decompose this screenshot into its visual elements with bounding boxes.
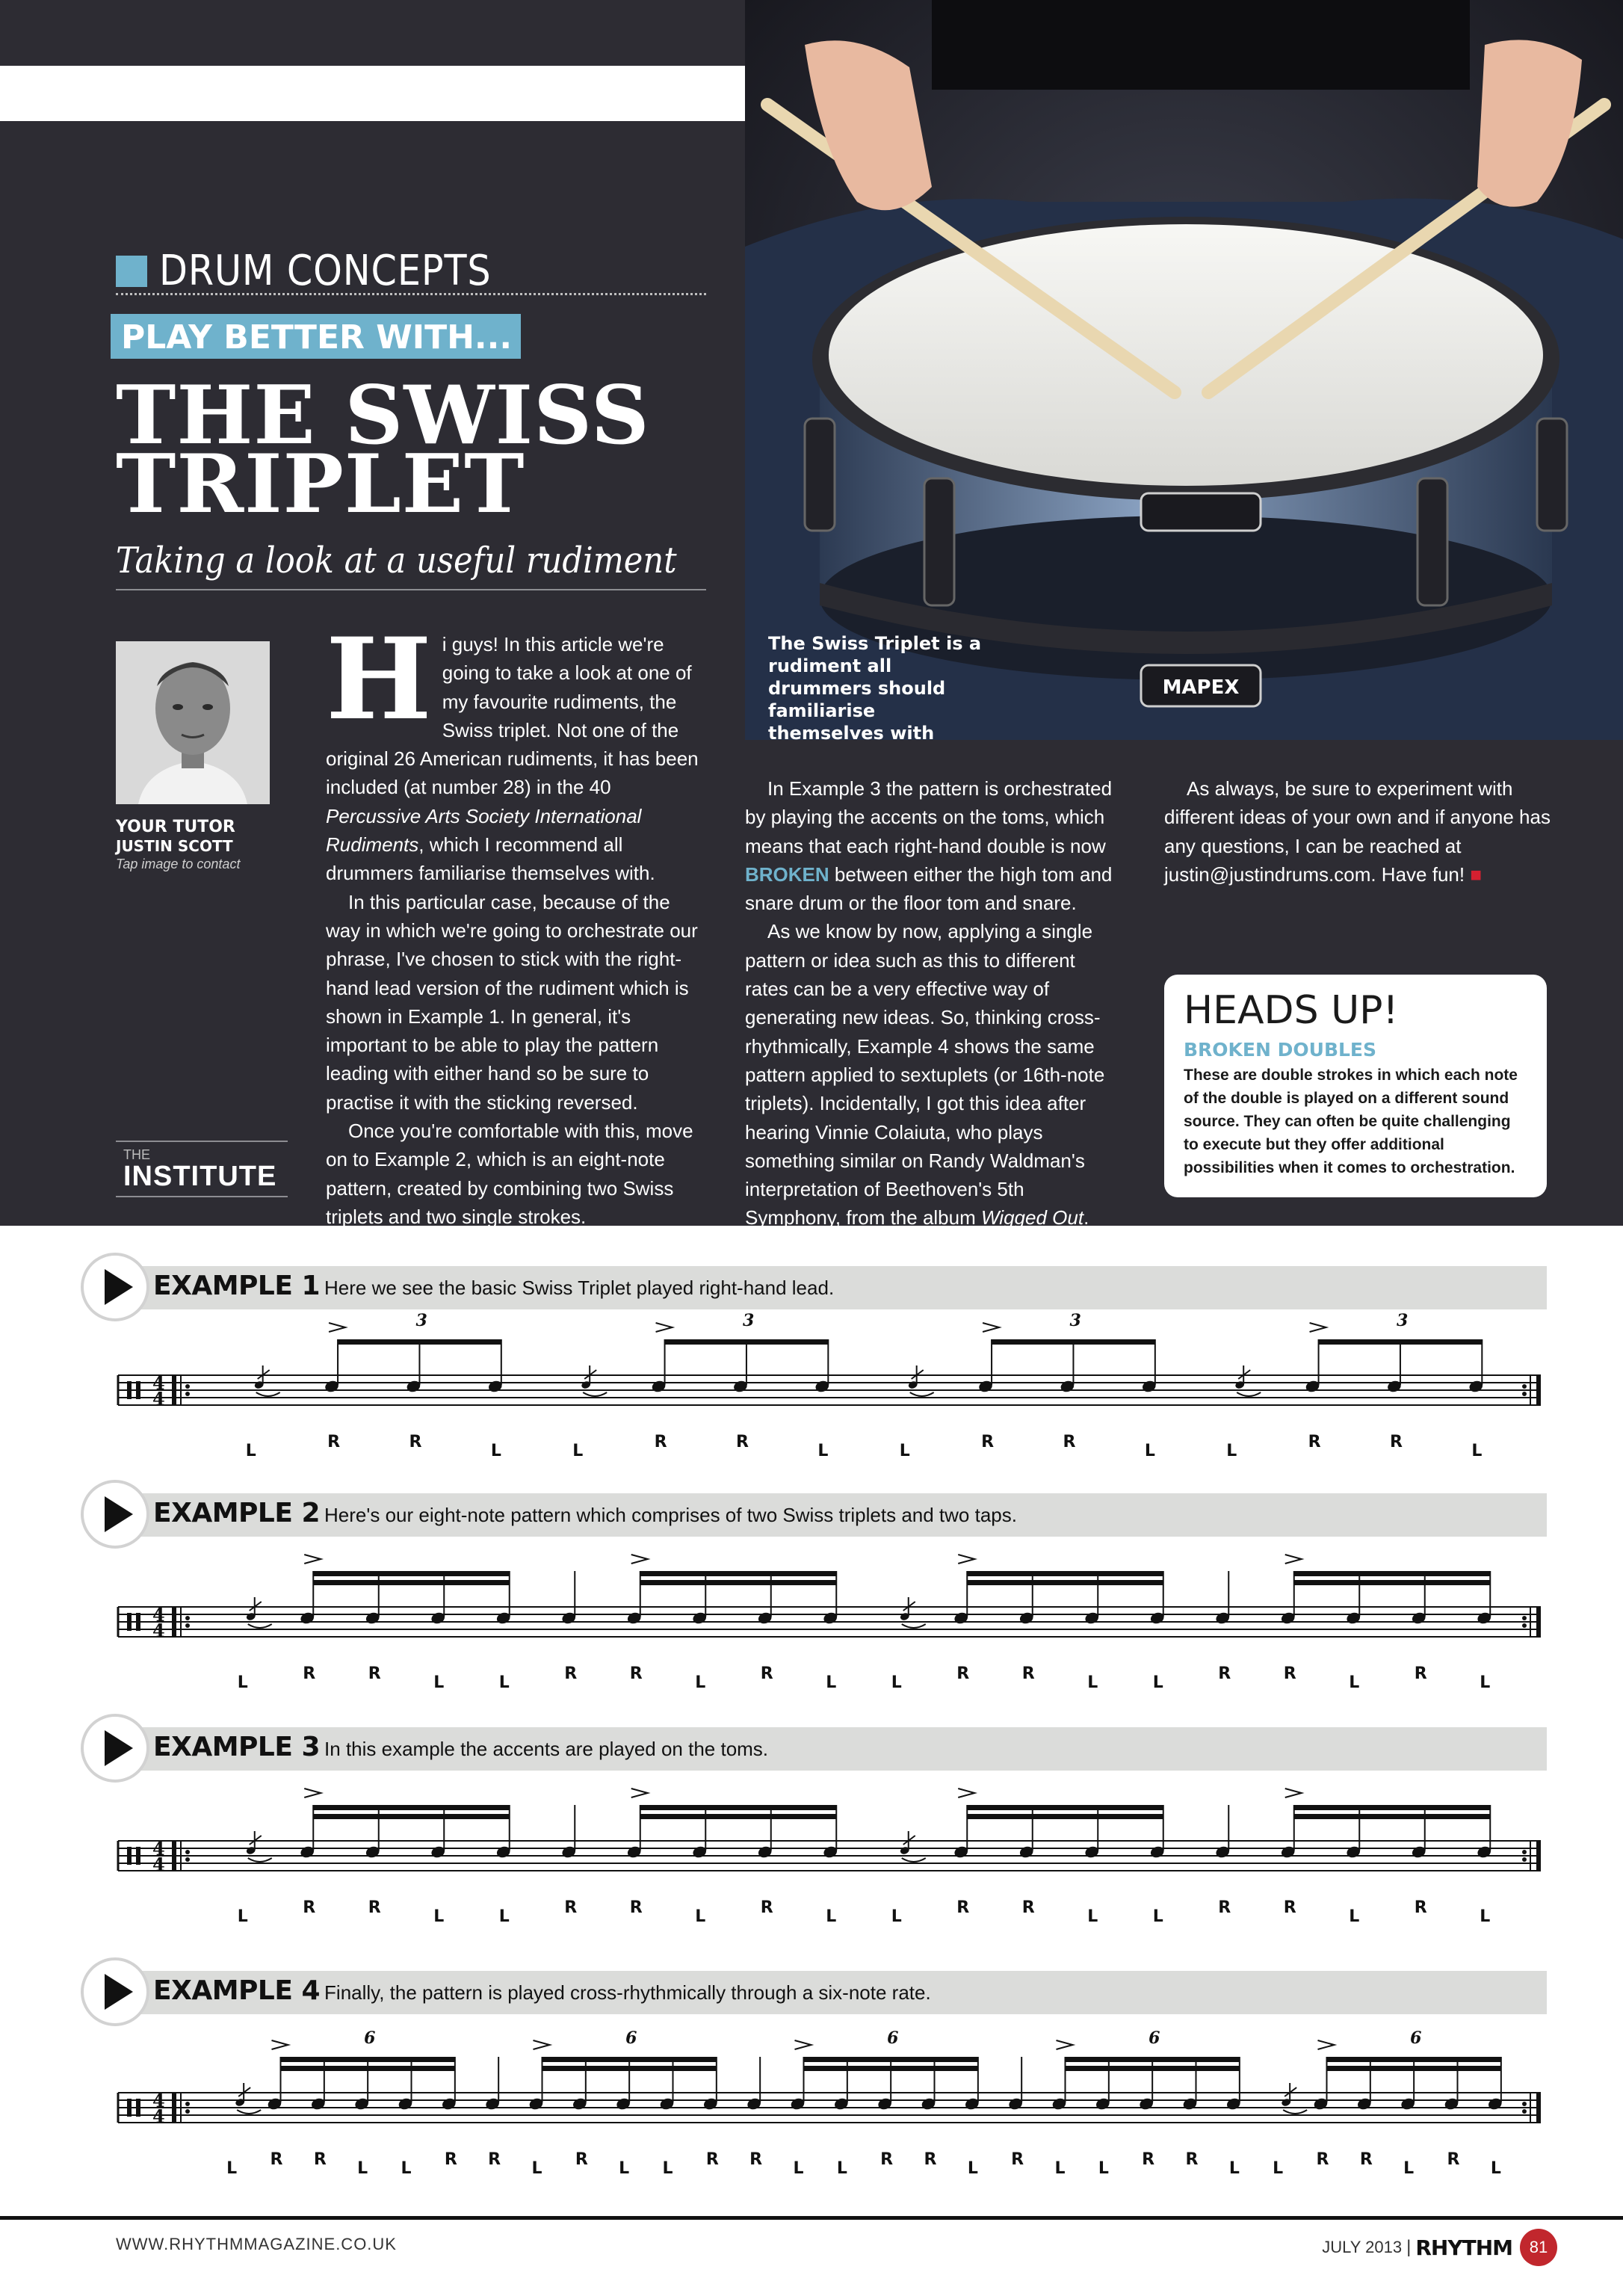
- accent-mark: [1318, 2040, 1335, 2049]
- sticking-label: R: [575, 2150, 588, 2169]
- repeat-dot: [1522, 1623, 1527, 1628]
- sticking-label: R: [1414, 1664, 1427, 1683]
- accent-mark: [329, 1323, 345, 1332]
- sticking-label: L: [1152, 1673, 1163, 1692]
- tuplet-number: 3: [415, 1311, 427, 1330]
- hero-photo[interactable]: [745, 0, 1623, 740]
- percussion-clef-icon: [136, 2099, 140, 2117]
- repeat-end-thick: [1536, 1607, 1541, 1637]
- dotted-divider: [116, 293, 706, 295]
- accent-mark: [631, 1789, 648, 1797]
- sticking-label: L: [1273, 2159, 1284, 2178]
- accent-mark: [958, 1789, 974, 1797]
- paragraph-3: Once you're comfortable with this, move on to Example 2, which is an eight-note pattern, created by combining two Swiss triplets and two single strokes.: [326, 1120, 693, 1228]
- tuplet-number: 6: [1410, 2028, 1422, 2048]
- sticking-label: R: [956, 1664, 970, 1683]
- photo-caption: The Swiss Triplet is a rudiment all drummers should familiarise themselves with: [768, 633, 982, 744]
- accent-mark: [304, 1789, 321, 1797]
- repeat-end-thick: [1536, 1841, 1541, 1871]
- tuplet-number: 6: [625, 2028, 637, 2048]
- accent-mark: [272, 2040, 288, 2049]
- sticking-label: R: [327, 1433, 341, 1451]
- repeat-start-thick: [172, 2093, 176, 2123]
- repeat-dot: [185, 1392, 190, 1396]
- slur: [237, 2110, 261, 2114]
- sticking-label: R: [880, 2150, 894, 2169]
- example-title: EXAMPLE 1: [153, 1271, 321, 1301]
- sticking-label: L: [1480, 1673, 1491, 1692]
- sticking-label: L: [1226, 1442, 1237, 1460]
- title-line-2: TRIPLET: [116, 437, 525, 531]
- play-icon: [105, 1974, 133, 2010]
- notation-staff: [112, 2010, 1554, 2178]
- sticking-label: R: [1447, 2150, 1460, 2169]
- heads-up-title: HEADS UP!: [1184, 988, 1399, 1033]
- percussion-clef-icon: [136, 1613, 140, 1631]
- beam: [281, 2066, 455, 2071]
- beam: [640, 1580, 837, 1585]
- beam: [1294, 1805, 1491, 1810]
- top-dark-band: [0, 0, 745, 66]
- beam: [967, 1814, 1163, 1819]
- sticking-label: L: [836, 2159, 847, 2178]
- sticking-label: R: [924, 2150, 937, 2169]
- pas-reference: Percussive Arts Society International Rudiments: [326, 804, 642, 857]
- tutor-name: JUSTIN SCOTT: [116, 837, 233, 855]
- sticking-label: L: [357, 2159, 368, 2178]
- beam: [804, 2066, 978, 2071]
- sticking-label: R: [705, 2150, 719, 2169]
- sticking-label: R: [1316, 2150, 1329, 2169]
- svg-text:MAPEX: MAPEX: [1162, 676, 1240, 699]
- sticking-label: R: [760, 1664, 773, 1683]
- sticking-label: L: [826, 1673, 837, 1692]
- paragraph-2: In this particular case, because of the way in which we're going to orchestrate our phrase, I've chosen to stick with the right-hand lead version of the rudiment which is shown in Example 1. In general, it's important to be able to play the pattern leading with either hand so be sure to practise it with the sticking reversed.: [326, 890, 698, 1114]
- accent-mark: [983, 1323, 999, 1332]
- beam: [804, 2057, 978, 2062]
- example-description: Here's our eight-note pattern which comprises of two Swiss triplets and two taps.: [324, 1504, 1017, 1526]
- beam: [1294, 1571, 1491, 1576]
- slur: [1283, 2110, 1307, 2114]
- beam: [313, 1814, 510, 1819]
- sticking-label: L: [619, 2159, 630, 2178]
- sticking-label: L: [237, 1907, 248, 1926]
- sticking-label: R: [1218, 1664, 1231, 1683]
- tutor-portrait-avatar: [116, 641, 270, 804]
- repeat-dot: [185, 1623, 190, 1628]
- institute-logo: [116, 1141, 288, 1197]
- sticking-label: R: [313, 2150, 327, 2169]
- sticking-label: R: [1283, 1898, 1296, 1917]
- example-title: EXAMPLE 2: [153, 1498, 321, 1528]
- footer-magazine: RHYTHM: [1415, 2235, 1512, 2260]
- beam: [338, 1339, 501, 1345]
- heads-up-body: These are double strokes in which each note of the double is played on a different sound source. They can often be quite challenging to execute but they offer additional possibilities when it comes to orchestration.: [1184, 1067, 1518, 1176]
- tutor-heading: YOUR TUTOR: [116, 818, 235, 836]
- sticking-label: R: [981, 1433, 995, 1451]
- beam: [640, 1805, 837, 1810]
- beam: [542, 2057, 717, 2062]
- time-signature-top: 4: [152, 1372, 165, 1394]
- institute-word: INSTITUTE: [123, 1161, 277, 1192]
- beam: [313, 1580, 510, 1585]
- sticking-label: R: [629, 1664, 643, 1683]
- sticking-label: R: [564, 1898, 578, 1917]
- beam: [1327, 2066, 1501, 2071]
- sticking-label: L: [1403, 2159, 1415, 2178]
- sticking-label: L: [401, 2159, 412, 2178]
- accent-mark: [1310, 1323, 1326, 1332]
- sticking-label: L: [1228, 2159, 1240, 2178]
- example-description: In this example the accents are played on the toms.: [324, 1738, 769, 1760]
- sticking-label: L: [1152, 1907, 1163, 1926]
- slur: [910, 1392, 934, 1396]
- sticking-label: R: [303, 1664, 316, 1683]
- sticking-label: L: [572, 1442, 584, 1460]
- sticking-label: L: [967, 2159, 978, 2178]
- repeat-start-thick: [172, 1375, 176, 1405]
- beam: [542, 2066, 717, 2071]
- beam: [1066, 2057, 1240, 2062]
- footer-divider: [0, 2216, 1623, 2220]
- page-title: [116, 368, 650, 531]
- repeat-end-thick: [1536, 1375, 1541, 1405]
- sticking-label: R: [629, 1898, 643, 1917]
- time-signature-bottom: 4: [152, 1388, 165, 1410]
- accent-mark: [631, 1555, 648, 1564]
- tutor-contact-hint: Tap image to contact: [116, 857, 241, 871]
- drop-cap: H: [326, 614, 432, 745]
- sticking-label: L: [1054, 2159, 1066, 2178]
- repeat-dot: [1522, 2102, 1527, 2106]
- sticking-label: R: [1389, 1433, 1403, 1451]
- sticking-label: L: [1087, 1673, 1098, 1692]
- tuplet-number: 3: [1396, 1311, 1409, 1330]
- title-line-1: THE SWISS: [116, 368, 650, 463]
- beam: [967, 1580, 1163, 1585]
- beam: [967, 1805, 1163, 1810]
- sticking-label: R: [444, 2150, 457, 2169]
- sticking-label: R: [1283, 1664, 1296, 1683]
- repeat-dot: [1522, 1616, 1527, 1620]
- sticking-label: R: [1414, 1898, 1427, 1917]
- end-mark-icon: ■: [1470, 862, 1483, 886]
- repeat-dot: [1522, 2109, 1527, 2114]
- repeat-dot: [185, 1616, 190, 1620]
- top-white-strip: [0, 66, 745, 121]
- sticking-label: R: [654, 1433, 667, 1451]
- section-name: DRUM CONCEPTS: [159, 247, 492, 295]
- beam: [313, 1571, 510, 1576]
- sticking-label: R: [368, 1664, 381, 1683]
- paragraph-1: i guys! In this article we're going to take a look at one of my favourite rudiments, the Swiss triplet. Not one of the original 26 American rudiments, it has been included (at number 28) in the 40 Percussive Arts Society International Rudiments, which I recommend all drummers familiarise themselves with.: [326, 633, 699, 885]
- beam: [640, 1571, 837, 1576]
- paragraph-6: As always, be sure to experiment with different ideas of your own and if anyone has any questions, I can be reached at justin@justindrums.com. Have fun! ■: [1164, 777, 1551, 886]
- beam: [313, 1805, 510, 1810]
- sticking-label: R: [735, 1433, 749, 1451]
- slur: [583, 1392, 607, 1396]
- sticking-label: R: [749, 2150, 763, 2169]
- repeat-start-thick: [172, 1607, 176, 1637]
- example-title: EXAMPLE 3: [153, 1732, 321, 1762]
- slur: [248, 1624, 272, 1628]
- sticking-label: L: [891, 1907, 902, 1926]
- sticking-label: R: [956, 1898, 970, 1917]
- section-label: [116, 247, 537, 295]
- sticking-label: L: [1087, 1907, 1098, 1926]
- sticking-label: R: [1218, 1898, 1231, 1917]
- heads-up-subtitle: BROKEN DOUBLES: [1184, 1039, 1377, 1061]
- accent-mark: [795, 2040, 812, 2049]
- sticking-label: R: [1021, 1664, 1035, 1683]
- section-square-icon: [116, 256, 147, 287]
- beam: [1294, 1814, 1491, 1819]
- beam: [1319, 1339, 1483, 1345]
- sticking-label: L: [1098, 2159, 1109, 2178]
- accent-mark: [1057, 2040, 1073, 2049]
- article-column-1: [326, 614, 707, 1231]
- sticking-label: L: [899, 1442, 910, 1460]
- beam: [1294, 1580, 1491, 1585]
- sticking-label: L: [662, 2159, 673, 2178]
- accent-mark: [534, 2040, 550, 2049]
- time-signature-top: 4: [152, 1838, 165, 1860]
- footer-url[interactable]: WWW.RHYTHMMAGAZINE.CO.UK: [116, 2235, 397, 2253]
- sticking-label: L: [498, 1907, 510, 1926]
- time-signature-bottom: 4: [152, 1854, 165, 1875]
- percussion-clef-icon: [136, 1847, 140, 1865]
- slur: [248, 1858, 272, 1862]
- sticking-label: R: [270, 2150, 283, 2169]
- time-signature-top: 4: [152, 2090, 165, 2111]
- kicker-label: PLAY BETTER WITH...: [111, 314, 521, 359]
- sticking-label: L: [1471, 1442, 1483, 1460]
- time-signature-top: 4: [152, 1604, 165, 1626]
- repeat-dot: [185, 2109, 190, 2114]
- snare-drum-illustration: [745, 0, 1623, 740]
- sticking-label: L: [498, 1673, 510, 1692]
- sticking-label: R: [1142, 2150, 1155, 2169]
- sticking-label: R: [1308, 1433, 1321, 1451]
- sticking-label: L: [531, 2159, 542, 2178]
- notation-staff: [112, 1293, 1554, 1460]
- album-title: Wigged Out: [981, 1206, 1084, 1229]
- beam: [1327, 2057, 1501, 2062]
- sticking-label: R: [1011, 2150, 1024, 2169]
- paragraph-4: In Example 3 the pattern is orchestrated by playing the accents on the toms, which means that each right-hand double is now BROKEN between either the high tom and snare drum or the floor tom and snare.: [745, 777, 1113, 915]
- notation-staff: [112, 1525, 1554, 1692]
- beam: [281, 2057, 455, 2062]
- accent-mark: [1285, 1789, 1302, 1797]
- tuplet-number: 3: [742, 1311, 755, 1330]
- tuplet-number: 3: [1069, 1311, 1081, 1330]
- repeat-dot: [185, 1384, 190, 1389]
- tuplet-number: 6: [364, 2028, 376, 2048]
- subtitle-divider: [116, 589, 706, 590]
- percussion-clef-icon: [127, 2099, 132, 2117]
- example-description: Finally, the pattern is played cross-rhythmically through a six-note rate.: [324, 1981, 931, 2004]
- time-signature-bottom: 4: [152, 1620, 165, 1641]
- page-number: 81: [1520, 2229, 1557, 2266]
- repeat-dot: [1522, 1392, 1527, 1396]
- sticking-label: L: [1480, 1907, 1491, 1926]
- beam: [665, 1339, 829, 1345]
- accent-mark: [958, 1555, 974, 1564]
- sticking-label: R: [1185, 2150, 1199, 2169]
- sticking-label: L: [490, 1442, 501, 1460]
- accent-mark: [656, 1323, 673, 1332]
- repeat-dot: [1522, 1850, 1527, 1854]
- heads-up-box: [1164, 975, 1547, 1197]
- article-column-2: [745, 774, 1122, 1232]
- accent-mark: [304, 1555, 321, 1564]
- sticking-label: L: [695, 1907, 706, 1926]
- sticking-label: L: [245, 1442, 256, 1460]
- footer-issue: JULY 2013: [1322, 2238, 1403, 2256]
- sticking-label: R: [409, 1433, 422, 1451]
- slur: [902, 1624, 926, 1628]
- repeat-start-thick: [172, 1841, 176, 1871]
- sticking-label: R: [488, 2150, 501, 2169]
- tuplet-number: 6: [1149, 2028, 1160, 2048]
- sticking-label: L: [433, 1673, 445, 1692]
- sticking-label: R: [564, 1664, 578, 1683]
- tuplet-number: 6: [887, 2028, 899, 2048]
- percussion-clef-icon: [127, 1613, 132, 1631]
- article-column-3: [1164, 774, 1553, 889]
- page-subtitle: Taking a look at a useful rudiment: [116, 540, 677, 581]
- slur: [256, 1392, 280, 1396]
- example-description: Here we see the basic Swiss Triplet played right-hand lead.: [324, 1277, 835, 1299]
- sticking-label: R: [303, 1898, 316, 1917]
- sticking-label: L: [826, 1907, 837, 1926]
- slur: [902, 1858, 926, 1862]
- sticking-label: L: [1349, 1907, 1360, 1926]
- repeat-dot: [185, 1857, 190, 1862]
- sticking-label: L: [793, 2159, 804, 2178]
- sticking-label: R: [1063, 1433, 1076, 1451]
- sticking-label: L: [1144, 1442, 1155, 1460]
- paragraph-5: As we know by now, applying a single pattern or idea such as this to different rates can be a very effective way of generating new ideas. So, thinking cross-rhythmically, Example 4 shows the same pattern applied to sextuplets (or 16th-note triplets). Incidentally, I got this idea after hearing Vinnie Colaiuta, who plays something similar on Randy Waldman's interpretation of Beethoven's 5th Symphony, from the album Wigged Out.: [745, 920, 1105, 1229]
- institute-the: THE: [123, 1147, 150, 1162]
- percussion-clef-icon: [136, 1381, 140, 1399]
- percussion-clef-icon: [127, 1381, 132, 1399]
- repeat-dot: [185, 1850, 190, 1854]
- sticking-label: R: [368, 1898, 381, 1917]
- sticking-label: L: [1490, 2159, 1501, 2178]
- repeat-dot: [1522, 1857, 1527, 1862]
- beam: [967, 1571, 1163, 1576]
- percussion-clef-icon: [127, 1847, 132, 1865]
- beam: [992, 1339, 1155, 1345]
- beam: [640, 1814, 837, 1819]
- sticking-label: L: [695, 1673, 706, 1692]
- accent-mark: [1285, 1555, 1302, 1564]
- notation-staff: [112, 1759, 1554, 1926]
- sticking-label: L: [891, 1673, 902, 1692]
- slur: [1237, 1392, 1261, 1396]
- footer-separator: |: [1406, 2237, 1412, 2257]
- repeat-dot: [185, 2102, 190, 2106]
- footer-folio: [1322, 2229, 1557, 2266]
- sticking-label: L: [237, 1673, 248, 1692]
- sticking-label: L: [1349, 1673, 1360, 1692]
- keyword-broken: BROKEN: [745, 862, 829, 886]
- sticking-label: L: [433, 1907, 445, 1926]
- sticking-label: L: [226, 2159, 238, 2178]
- tutor-photo[interactable]: [116, 641, 270, 804]
- time-signature-bottom: 4: [152, 2105, 165, 2127]
- repeat-end-thick: [1536, 2093, 1541, 2123]
- example-title: EXAMPLE 4: [153, 1975, 321, 2006]
- sticking-label: R: [760, 1898, 773, 1917]
- beam: [1066, 2066, 1240, 2071]
- sticking-label: R: [1359, 2150, 1373, 2169]
- sticking-label: R: [1021, 1898, 1035, 1917]
- repeat-dot: [1522, 1384, 1527, 1389]
- sticking-label: L: [817, 1442, 829, 1460]
